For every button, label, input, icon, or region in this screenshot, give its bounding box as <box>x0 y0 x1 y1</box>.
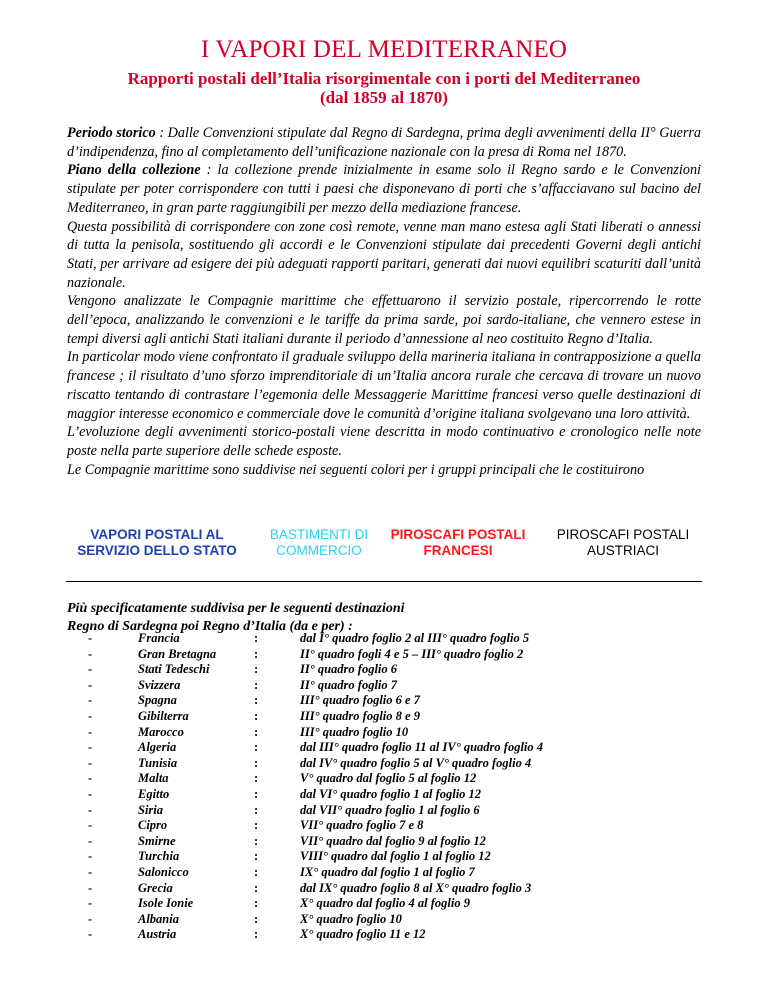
separator: : <box>254 818 259 833</box>
destination-name: Smirne <box>138 833 176 848</box>
destination-name: Spagna <box>138 693 177 708</box>
sheet-reference: dal VI° quadro foglio 1 al foglio 12 <box>300 786 482 801</box>
sheet-reference: IX° quadro dal foglio 1 al foglio 7 <box>300 864 475 879</box>
list-item <box>0 818 768 834</box>
destination-name: Isole Ionie <box>138 896 194 911</box>
separator: : <box>254 662 259 677</box>
page-title: I VAPORI DEL MEDITERRANEO <box>200 36 568 63</box>
intro-paragraph: Le Compagnie marittime sono suddivise nei seguenti colori per i gruppi principali che le costituirono <box>67 461 645 478</box>
separator: : <box>254 864 259 879</box>
list-item <box>0 740 768 756</box>
piano-paragraph <box>67 161 701 217</box>
sheet-reference: X° quadro dal foglio 4 al foglio 9 <box>300 896 470 911</box>
color-legend <box>64 527 706 559</box>
list-item <box>0 834 768 850</box>
legend-label: SERVIZIO DELLO STATO <box>77 542 237 558</box>
list-item <box>0 771 768 787</box>
list-item <box>0 803 768 819</box>
sheet-reference: dal IV° quadro foglio 5 al V° quadro foglio 4 <box>300 755 532 770</box>
separator: : <box>254 896 259 911</box>
piano-text: : la collezione prende inizialmente in esame solo il Regno sardo e le Convenzioni stipulate per poter corrispondere con tutti i paesi che disponevano di porti che s’affacciavano sul bacino del Mediterraneo, in gran parte raggiungibili per mezzo della mediazione francese. <box>67 162 701 216</box>
separator: : <box>254 708 259 723</box>
separator: : <box>254 786 259 801</box>
destination-name: Marocco <box>138 724 184 739</box>
dash-marker: - <box>88 708 93 723</box>
dash-marker: - <box>88 740 93 755</box>
legend-item-stato <box>64 527 250 558</box>
destination-name: Grecia <box>138 880 173 895</box>
separator: : <box>254 802 259 817</box>
sheet-reference: VII° quadro dal foglio 9 al foglio 12 <box>300 833 486 848</box>
dash-marker: - <box>88 646 93 661</box>
dash-marker: - <box>88 786 93 801</box>
legend-label: FRANCESI <box>423 542 493 558</box>
periodo-text: : Dalle Convenzioni stipulate dal Regno di Sardegna, prima degli avvenimenti della II° Guerra d’indipendenza, fino al completamento dell’unificazione nazionale con la presa di Roma nel 1870. <box>67 125 701 160</box>
dash-marker: - <box>88 677 93 692</box>
separator: : <box>254 880 259 895</box>
list-item <box>0 725 768 741</box>
dash-marker: - <box>88 802 93 817</box>
dash-marker: - <box>88 771 93 786</box>
legend-label: VAPORI POSTALI AL <box>90 527 224 542</box>
destination-name: Tunisia <box>138 755 178 770</box>
dash-marker: - <box>88 833 93 848</box>
destination-name: Cipro <box>138 818 168 833</box>
list-item <box>0 709 768 725</box>
intro-text <box>67 124 701 479</box>
destination-name: Salonicco <box>138 864 189 879</box>
sheet-reference: II° quadro fogli 4 e 5 – III° quadro foglio 2 <box>300 646 524 661</box>
piano-label: Piano della collezione <box>67 162 201 179</box>
dash-marker: - <box>88 693 93 708</box>
legend-item-commercio <box>254 527 384 558</box>
list-item <box>0 662 768 678</box>
destinations-heading-line: Più specificatamente suddivisa per le seguenti destinazioni <box>67 601 405 616</box>
section-divider <box>66 581 702 582</box>
sheet-reference: dal IX° quadro foglio 8 al X° quadro foglio 3 <box>300 880 532 895</box>
dash-marker: - <box>88 724 93 739</box>
list-item <box>0 631 768 647</box>
intro-paragraph: In particolar modo viene confrontato il graduale sviluppo della marineria italiana in contrapposizione a quella francese ; il risultato d’uno sforzo imprenditoriale di un’Italia ancora rurale che cercava di trovare un nuovo riscatto tentando di contrastare l’egemonia delle Messaggerie Marittime francesi verso quelle destinazioni di maggior interesse economico e commerciale dove le comunità d’origine italiana svolgevano una loro attività. <box>67 349 701 422</box>
legend-label: PIROSCAFI POSTALI <box>556 527 690 542</box>
separator: : <box>254 927 259 942</box>
separator: : <box>254 677 259 692</box>
sheet-reference: dal I° quadro foglio 2 al III° quadro foglio 5 <box>300 631 530 645</box>
dash-marker: - <box>88 849 93 864</box>
legend-label: PIROSCAFI POSTALI <box>390 527 526 542</box>
dash-marker: - <box>88 864 93 879</box>
list-item <box>0 647 768 663</box>
list-item <box>0 787 768 803</box>
separator: : <box>254 849 259 864</box>
sheet-reference: III° quadro foglio 8 e 9 <box>300 708 420 723</box>
destination-name: Egitto <box>138 786 170 801</box>
separator: : <box>254 755 259 770</box>
page-subtitle: Rapporti postali dell’Italia risorgimentale con i porti del Mediterraneo <box>127 69 641 88</box>
sheet-reference: VII° quadro foglio 7 e 8 <box>300 818 424 833</box>
destination-name: Austria <box>138 927 177 942</box>
destination-name: Albania <box>138 911 179 926</box>
destination-name: Gibilterra <box>138 708 189 723</box>
destination-name: Svizzera <box>138 677 181 692</box>
destination-name: Stati Tedeschi <box>138 662 210 677</box>
sheet-reference: VIII° quadro dal foglio 1 al foglio 12 <box>300 849 491 864</box>
destination-name: Algeria <box>138 740 177 755</box>
destination-list <box>0 631 768 943</box>
separator: : <box>254 771 259 786</box>
legend-label: BASTIMENTI DI <box>269 527 369 542</box>
list-item <box>0 849 768 865</box>
dash-marker: - <box>88 755 93 770</box>
list-item <box>0 678 768 694</box>
sheet-reference: V° quadro dal foglio 5 al foglio 12 <box>300 771 477 786</box>
separator: : <box>254 740 259 755</box>
sheet-reference: III° quadro foglio 6 e 7 <box>300 693 420 708</box>
list-item <box>0 865 768 881</box>
separator: : <box>254 693 259 708</box>
sheet-reference: dal III° quadro foglio 11 al IV° quadro foglio 4 <box>300 740 544 755</box>
legend-label: COMMERCIO <box>276 542 362 558</box>
separator: : <box>254 911 259 926</box>
periodo-paragraph <box>67 124 701 161</box>
list-item <box>0 693 768 709</box>
intro-paragraph: L’evoluzione degli avvenimenti storico-postali viene descritta in modo continuativo e cronologico nelle note poste nella parte superiore delle schede esposte. <box>67 424 701 459</box>
destination-name: Siria <box>138 802 164 817</box>
legend-label: AUSTRIACI <box>586 542 659 558</box>
separator: : <box>254 833 259 848</box>
sheet-reference: II° quadro foglio 7 <box>300 677 398 692</box>
dash-marker: - <box>88 662 93 677</box>
destination-name: Gran Bretagna <box>138 646 217 661</box>
list-item <box>0 881 768 897</box>
date-range: (dal 1859 al 1870) <box>320 88 448 107</box>
sheet-reference: III° quadro foglio 10 <box>300 724 409 739</box>
destinations-heading-line: Regno di Sardegna poi Regno d’Italia (da e per) : <box>67 619 353 634</box>
intro-paragraph: Questa possibilità di corrispondere con zone così remote, venne man mano estesa agli Stati liberati o annessi di tutta la penisola, sostituendo gli accordi e le Convenzioni stipulate dai precedenti Governi degli antichi Stati, per arrivare ad esigere dei più adeguati rapporti paritari, generati dai nuovi equilibri scaturiti dall’unità nazionale. <box>67 218 701 291</box>
separator: : <box>254 646 259 661</box>
list-item <box>0 896 768 912</box>
destination-name: Francia <box>138 631 180 645</box>
dash-marker: - <box>88 896 93 911</box>
sheet-reference: X° quadro foglio 10 <box>300 911 402 926</box>
intro-paragraph: Vengono analizzate le Compagnie marittime che effettuarono il servizio postale, ripercorrendo le rotte dell’epoca, analizzando le convenzioni e le tariffe da prima sarde, poi sardo-italiane, che vennero estese in tempi diversi agli antichi Stati italiani durante il periodo d’annessione al neo costituito Regno d’Italia. <box>67 293 701 347</box>
separator: : <box>254 631 259 645</box>
dash-marker: - <box>88 631 93 645</box>
list-item <box>0 756 768 772</box>
sheet-reference: X° quadro foglio 11 e 12 <box>300 927 426 942</box>
separator: : <box>254 724 259 739</box>
sheet-reference: dal VII° quadro foglio 1 al foglio 6 <box>300 802 480 817</box>
dash-marker: - <box>88 818 93 833</box>
periodo-label: Periodo storico <box>67 125 156 141</box>
dash-marker: - <box>88 911 93 926</box>
list-item <box>0 912 768 928</box>
list-item <box>0 927 768 943</box>
destination-name: Turchia <box>138 849 180 864</box>
legend-item-austriaci <box>538 527 708 558</box>
dash-marker: - <box>88 927 93 942</box>
dash-marker: - <box>88 880 93 895</box>
destination-name: Malta <box>138 771 169 786</box>
legend-item-francesi <box>382 527 534 558</box>
sheet-reference: II° quadro foglio 6 <box>300 662 398 677</box>
